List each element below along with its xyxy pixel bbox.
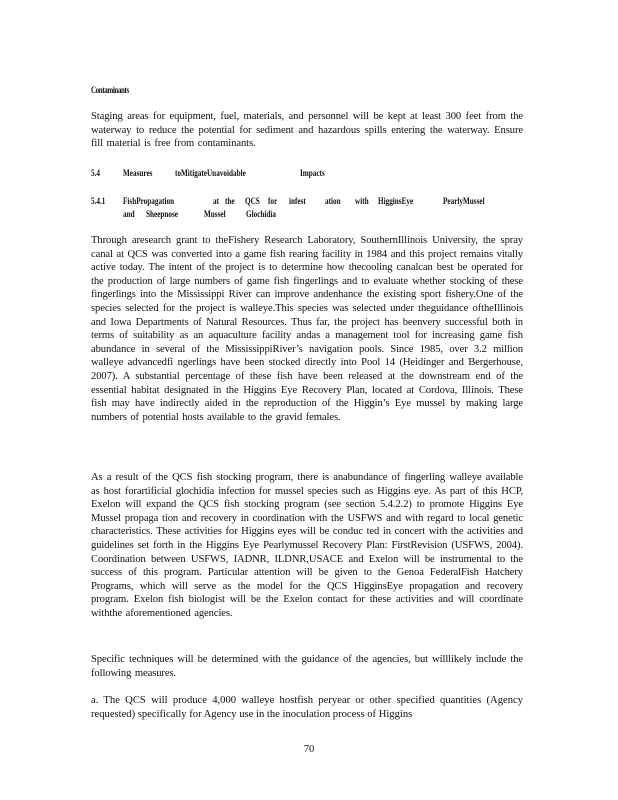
section-title-part: Measures xyxy=(123,168,153,178)
contaminants-heading: Contaminants xyxy=(91,85,129,95)
section-title-word: and xyxy=(123,209,135,219)
paragraph-fish-propagation: Through aresearch grant to theFishery Research Laboratory, SouthernIllinois University, the spray canal at QCS was converted into a game fish rearing facility in 1984 and this project remains vitally active today. The intent of the project is to determine how thecooling canalcan best be operated for the production of large numbers of game fish fingerlings and to evaluate whether stocking of these fingerlings into the Mississippi River can improve andenhance the existing sport fishery.One of the species selected for the project is walleye.This species was selected under theguidance oftheIllinois and Iowa Departments of Natural Resources. Thus far, the project has beenvery successful both in terms of suitability as an aquaculture facility andas a management tool for increasing game fish abundance in several of the MississippiRiver’s navigation pools. Since 1985, over 3.2 million walleye advancedfi ngerlings have been stocked directly into Pool 14 (Heidinger and Bergerhouse, 2007). A substantial percentage of these fish have been released at the downstream end of the essential habitat designated in the Higgins Eye Recovery Plan, located at Cordova, Illinois. These fish may have indirectly aided in the reproduction of the Higgin’s Eye mussel by making large numbers of potential hosts available to the gravid females. xyxy=(91,235,523,423)
section-title-word: QCS xyxy=(245,196,260,206)
section-title-word: HigginsEye xyxy=(378,196,414,206)
paragraph-specific-techniques: Specific techniques will be determined with the guidance of the agencies, but willlikely include the following measures. xyxy=(91,654,523,679)
section-number: 5.4 xyxy=(91,168,100,178)
section-title-word: the xyxy=(225,196,235,206)
section-title-part: Impacts xyxy=(300,168,325,178)
section-title-word: Sheepnose xyxy=(146,209,179,219)
paragraph-stocking-program: As a result of the QCS fish stocking program, there is anabundance of fingerling walleye available as host forartificial glochidia infection for mussel species such as Higgins eye. As part of this HCP, Exelon will expand the QCS fish stocking program (see section 5.4.2.2) to promote Higgins Eye Mussel propaga tion and recovery in coordination with the USFWS and with regard to local genetic characteristics. These activities for Higgins eyes will be conduc ted in concert with the activities and guidelines set forth in the Higgins Eye Pearlymussel Recovery Plan: FirstRevision (USFWS, 2004). Coordination between USFWS, IADNR, ILDNR,USACE and Exelon will be instrumental to the success of this program. Particular attention will be given to the Genoa FederalFish Hatchery Programs, which will serve as the model for the QCS HigginsEye propagation and recovery program. Exelon fish biologist will be the Exelon contact for these activities and will coordinate withthe aforementioned agencies. xyxy=(91,472,523,619)
page-number: 70 xyxy=(303,744,315,755)
section-title-word: FishPropagation xyxy=(123,196,175,206)
section-title-word: infest xyxy=(289,196,306,206)
list-item-a: a. The QCS will produce 4,000 walleye hostfish peryear or other specified quantities (Agency requested) specifically for Agency use in the inoculation process of Higgins xyxy=(91,695,523,720)
section-title-word: ation xyxy=(325,196,341,206)
section-title-part: toMitigateUnavoidable xyxy=(175,168,246,178)
section-title-word: Glochidia xyxy=(246,209,277,219)
section-title-word: PearlyMussel xyxy=(443,196,485,206)
section-title-word: at xyxy=(213,196,219,206)
section-title-word: with xyxy=(355,196,369,206)
section-title-word: for xyxy=(268,196,278,206)
staging-paragraph: Staging areas for equipment, fuel, materials, and personnel will be kept at least 300 feet from the waterway to reduce the potential for sediment and hazardous spills entering the waterway. Ensure fill material is free from contaminants. xyxy=(91,111,523,150)
section-number: 5.4.1 xyxy=(91,196,106,206)
section-title-word: Mussel xyxy=(204,209,226,219)
